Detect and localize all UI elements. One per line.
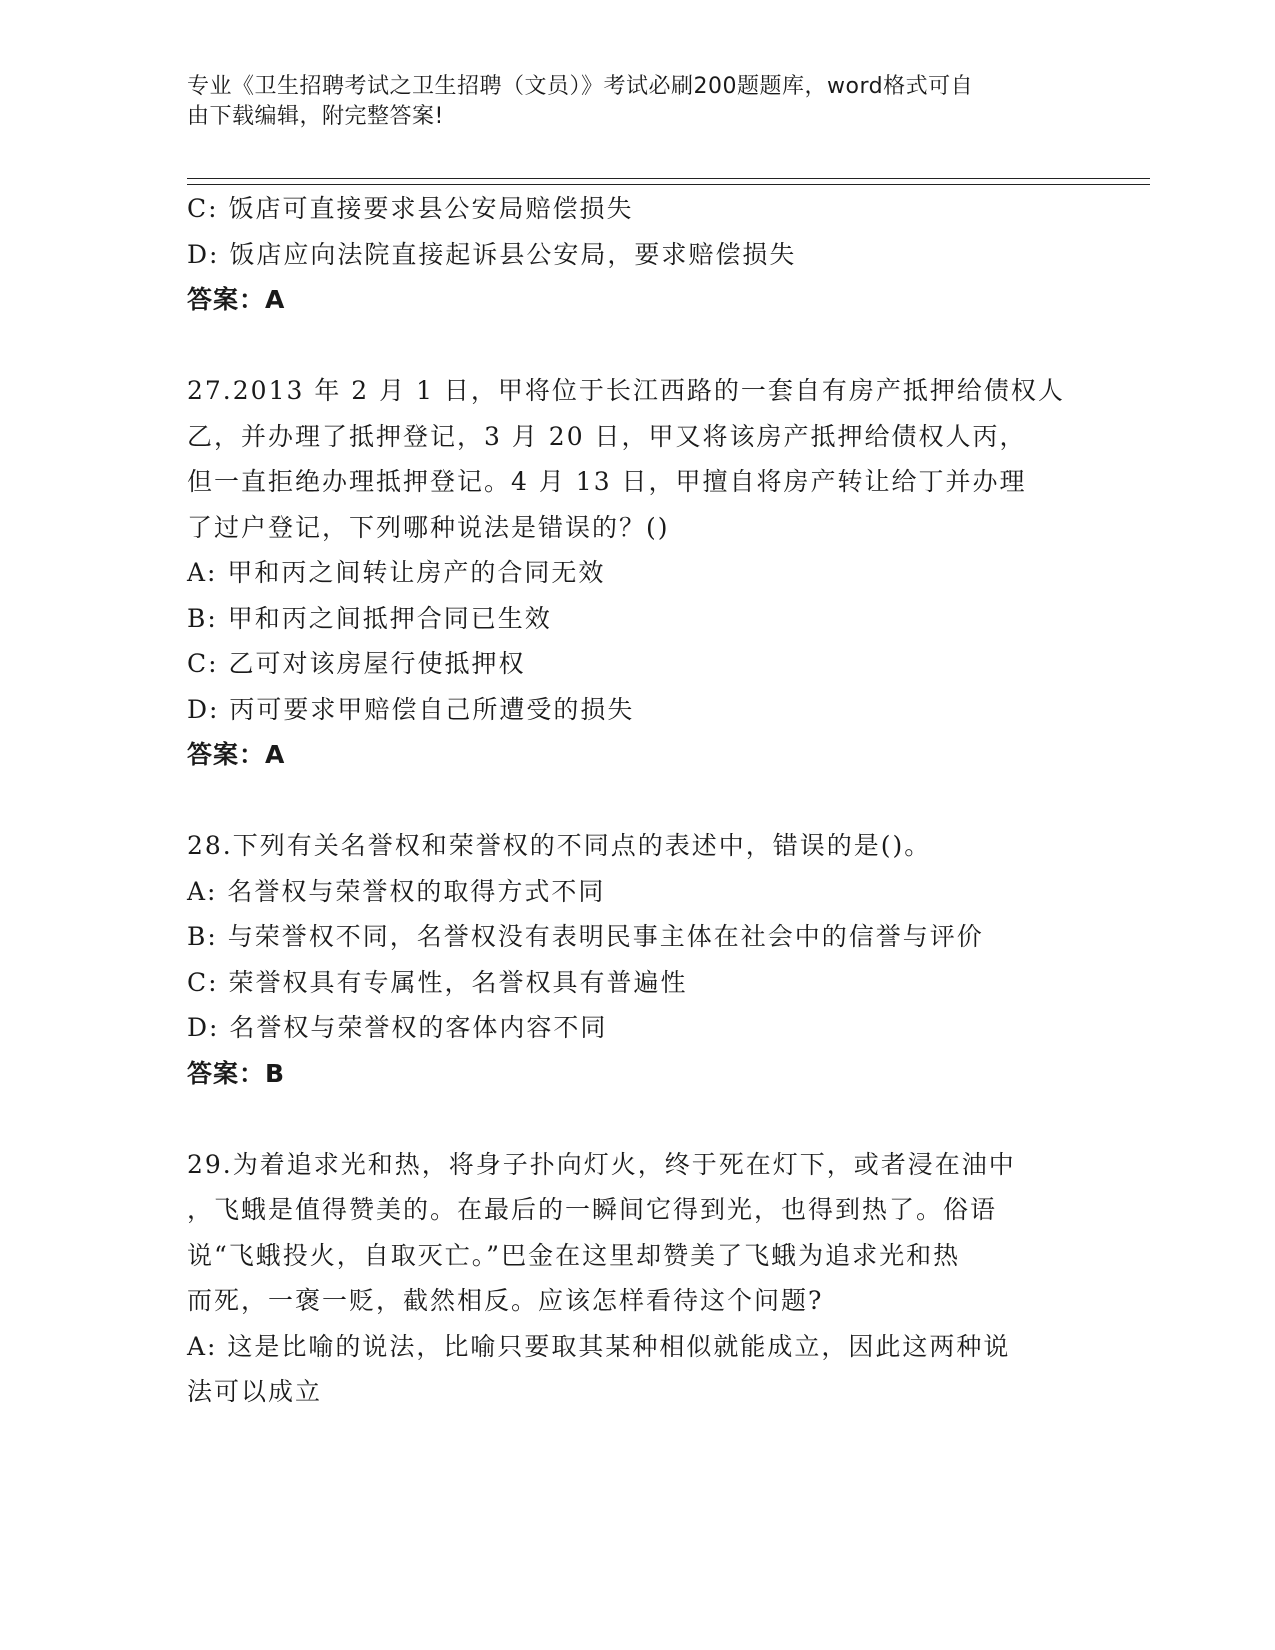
question-stem: ，飞蛾是值得赞美的。在最后的一瞬间它得到光，也得到热了。俗语	[187, 1195, 998, 1224]
option-b: B: 与荣誉权不同，名誉权没有表明民事主体在社会中的信誉与评价	[187, 922, 984, 951]
question-stem: 但一直拒绝办理抵押登记。4 月 13 日，甲擅自将房产转让给丁并办理	[187, 467, 1027, 496]
option-c: C: 乙可对该房屋行使抵押权	[187, 649, 526, 678]
question-stem: 28.下列有关名誉权和荣誉权的不同点的表述中，错误的是()。	[187, 831, 932, 860]
option-a: A: 这是比喻的说法，比喻只要取其某种相似就能成立，因此这两种说	[187, 1331, 1011, 1361]
document-body	[187, 186, 1087, 1415]
question-26	[187, 186, 1087, 323]
answer: 答案：A	[187, 285, 286, 314]
question-27	[187, 368, 1087, 778]
question-29	[187, 1142, 1087, 1415]
header-divider	[187, 178, 1150, 185]
question-stem: 而死，一褒一贬，截然相反。应该怎样看待这个问题?	[187, 1286, 824, 1315]
spacer	[187, 323, 1087, 369]
question-stem: 乙，并办理了抵押登记，3 月 20 日，甲又将该房产抵押给债权人丙，	[187, 421, 1027, 451]
question-28	[187, 823, 1087, 1096]
option-c: C: 荣誉权具有专属性，名誉权具有普遍性	[187, 967, 688, 997]
option-d: D: 饭店应向法院直接起诉县公安局，要求赔偿损失	[187, 239, 797, 269]
answer: 答案：B	[187, 1058, 286, 1088]
option-a-continued: 法可以成立	[187, 1377, 323, 1406]
option-a: A: 名誉权与荣誉权的取得方式不同	[187, 876, 606, 906]
option-a: A: 甲和丙之间转让房产的合同无效	[187, 558, 606, 587]
option-b: B: 甲和丙之间抵押合同已生效	[187, 603, 552, 633]
question-stem: 了过户登记，下列哪种说法是错误的？()	[187, 512, 670, 542]
option-d: D: 名誉权与荣誉权的客体内容不同	[187, 1013, 608, 1042]
question-stem: 说“飞蛾投火，自取灭亡。”巴金在这里却赞美了飞蛾为追求光和热	[187, 1240, 961, 1270]
header-title-line-1: 专业《卫生招聘考试之卫生招聘（文员）》考试必刷200题题库，word格式可自	[187, 74, 974, 99]
answer: 答案：A	[187, 740, 286, 769]
spacer	[187, 778, 1087, 824]
option-c: C: 饭店可直接要求县公安局赔偿损失	[187, 194, 634, 223]
page-header	[187, 72, 1067, 132]
option-d: D: 丙可要求甲赔偿自己所遭受的损失	[187, 694, 635, 724]
question-stem: 29.为着追求光和热，将身子扑向灯火，终于死在灯下，或者浸在油中	[187, 1149, 1016, 1179]
question-stem: 27.2013 年 2 月 1 日，甲将位于长江西路的一套自有房产抵押给债权人	[187, 376, 1065, 405]
header-title-line-2: 由下载编辑，附完整答案!	[187, 104, 444, 129]
spacer	[187, 1096, 1087, 1142]
